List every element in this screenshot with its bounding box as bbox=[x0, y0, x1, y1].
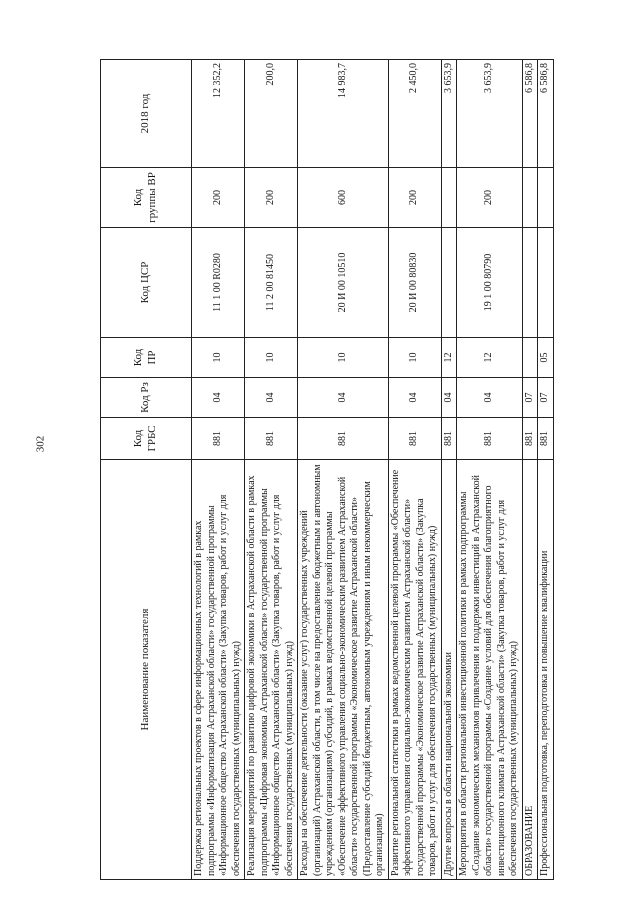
cell-grbs: 881 bbox=[192, 418, 245, 460]
cell-pr: 10 bbox=[298, 338, 389, 378]
header-grbs: Код ГРБС bbox=[101, 418, 192, 460]
header-sum: 2018 год bbox=[101, 60, 192, 168]
cell-sum: 6 586,8 bbox=[522, 60, 538, 168]
cell-grbs: 881 bbox=[441, 418, 457, 460]
table-row bbox=[388, 60, 441, 880]
cell-vr bbox=[441, 168, 457, 228]
cell-name: ОБРАЗОВАНИЕ bbox=[522, 460, 538, 880]
cell-vr: 200 bbox=[457, 168, 523, 228]
cell-rz: 04 bbox=[388, 378, 441, 418]
cell-rz: 04 bbox=[298, 378, 389, 418]
table-row bbox=[441, 60, 457, 880]
cell-name: Другие вопросы в области национальной экономики bbox=[441, 460, 457, 880]
table-row bbox=[522, 60, 538, 880]
cell-grbs: 881 bbox=[388, 418, 441, 460]
cell-csr: 20 И 00 80830 bbox=[388, 228, 441, 338]
page-number: 302 bbox=[34, 435, 47, 453]
cell-vr: 200 bbox=[245, 168, 298, 228]
table-row bbox=[192, 60, 245, 880]
cell-csr: 20 И 00 10510 bbox=[298, 228, 389, 338]
cell-sum: 6 586,8 bbox=[538, 60, 554, 168]
cell-grbs: 881 bbox=[298, 418, 389, 460]
cell-rz: 04 bbox=[245, 378, 298, 418]
cell-vr bbox=[522, 168, 538, 228]
cell-grbs: 881 bbox=[522, 418, 538, 460]
header-pr: Код ПР bbox=[101, 338, 192, 378]
table-row bbox=[538, 60, 554, 880]
cell-sum: 12 352,2 bbox=[192, 60, 245, 168]
cell-rz: 07 bbox=[522, 378, 538, 418]
header-csr: Код ЦСР bbox=[101, 228, 192, 338]
cell-pr: 10 bbox=[388, 338, 441, 378]
cell-grbs: 881 bbox=[245, 418, 298, 460]
cell-name: Развитие региональной статистики в рамках ведомственной целевой программы «Обеспечение эффективного управления социально-экономическим развитием Астраханской области» государственной программы «Экономическое развитие Астраханской области» (Закупка товаров, работ и услуг для обеспечения государственных (муниципальных) нужд) bbox=[388, 460, 441, 880]
cell-pr: 10 bbox=[192, 338, 245, 378]
cell-rz: 04 bbox=[192, 378, 245, 418]
cell-sum: 3 653,9 bbox=[457, 60, 523, 168]
cell-name: Реализация мероприятий по развитию цифровой экономики в Астраханской области в рамках подпрограммы «Цифровая экономика Астраханской области» государственной программы «Информационное общество Астраханской области» (Закупка товаров, работ и услуг для обеспечения государственных (муниципальных) нужд) bbox=[245, 460, 298, 880]
cell-rz: 04 bbox=[441, 378, 457, 418]
cell-csr bbox=[538, 228, 554, 338]
budget-table bbox=[100, 59, 554, 880]
rotated-page-content bbox=[100, 60, 550, 880]
cell-vr bbox=[538, 168, 554, 228]
table-header-row bbox=[101, 60, 192, 880]
header-name: Наименование показателя bbox=[101, 460, 192, 880]
cell-pr bbox=[522, 338, 538, 378]
cell-vr: 200 bbox=[388, 168, 441, 228]
cell-name: Расходы на обеспечение деятельности (оказание услуг) государственных учреждений (организаций) Астраханской области, в том числе на предоставление бюджетным и автономным учреждениям (организациям) субсидий, в рамках ведомственной целевой программы «Обеспечение эффективного управления социально-экономическим развитием Астраханской области» государственной программы «Экономическое развитие Астраханской области» (Предоставление субсидий бюджетным, автономным учреждениям и иным некоммерческим организациям) bbox=[298, 460, 389, 880]
cell-grbs: 881 bbox=[538, 418, 554, 460]
cell-pr: 12 bbox=[457, 338, 523, 378]
cell-vr: 200 bbox=[192, 168, 245, 228]
cell-sum: 14 983,7 bbox=[298, 60, 389, 168]
cell-pr: 10 bbox=[245, 338, 298, 378]
cell-rz: 04 bbox=[457, 378, 523, 418]
cell-name: Мероприятия в области региональной инвестиционной политики в рамках подпрограммы «Создание экономических механизмов привлечения и поддержки инвестиций в Астраханской области» государственной программы «Создание условий для обеспечения благоприятного инвестиционного климата в Астраханской области» (Закупка товаров, работ и услуг для обеспечения государственных (муниципальных) нужд) bbox=[457, 460, 523, 880]
table-row bbox=[245, 60, 298, 880]
cell-name: Поддержка региональных проектов в сфере информационных технологий в рамках подпрограммы «Информатизация Астраханской области» государственной программы «Информационное общество Астраханской области» (Закупка товаров, работ и услуг для обеспечения государственных (муниципальных) нужд) bbox=[192, 460, 245, 880]
cell-csr: 19 1 00 80790 bbox=[457, 228, 523, 338]
cell-rz: 07 bbox=[538, 378, 554, 418]
table-row bbox=[457, 60, 523, 880]
table-row bbox=[298, 60, 389, 880]
cell-pr: 05 bbox=[538, 338, 554, 378]
cell-vr: 600 bbox=[298, 168, 389, 228]
cell-csr: 11 1 00 R0280 bbox=[192, 228, 245, 338]
cell-grbs: 881 bbox=[457, 418, 523, 460]
cell-sum: 200,0 bbox=[245, 60, 298, 168]
cell-sum: 2 450,0 bbox=[388, 60, 441, 168]
cell-csr: 11 2 00 81450 bbox=[245, 228, 298, 338]
cell-sum: 3 653,9 bbox=[441, 60, 457, 168]
cell-csr bbox=[522, 228, 538, 338]
cell-name: Профессиональная подготовка, переподготовка и повышение квалификации bbox=[538, 460, 554, 880]
cell-pr: 12 bbox=[441, 338, 457, 378]
cell-csr bbox=[441, 228, 457, 338]
header-rz: Код Рз bbox=[101, 378, 192, 418]
header-vr: Код группы ВР bbox=[101, 168, 192, 228]
